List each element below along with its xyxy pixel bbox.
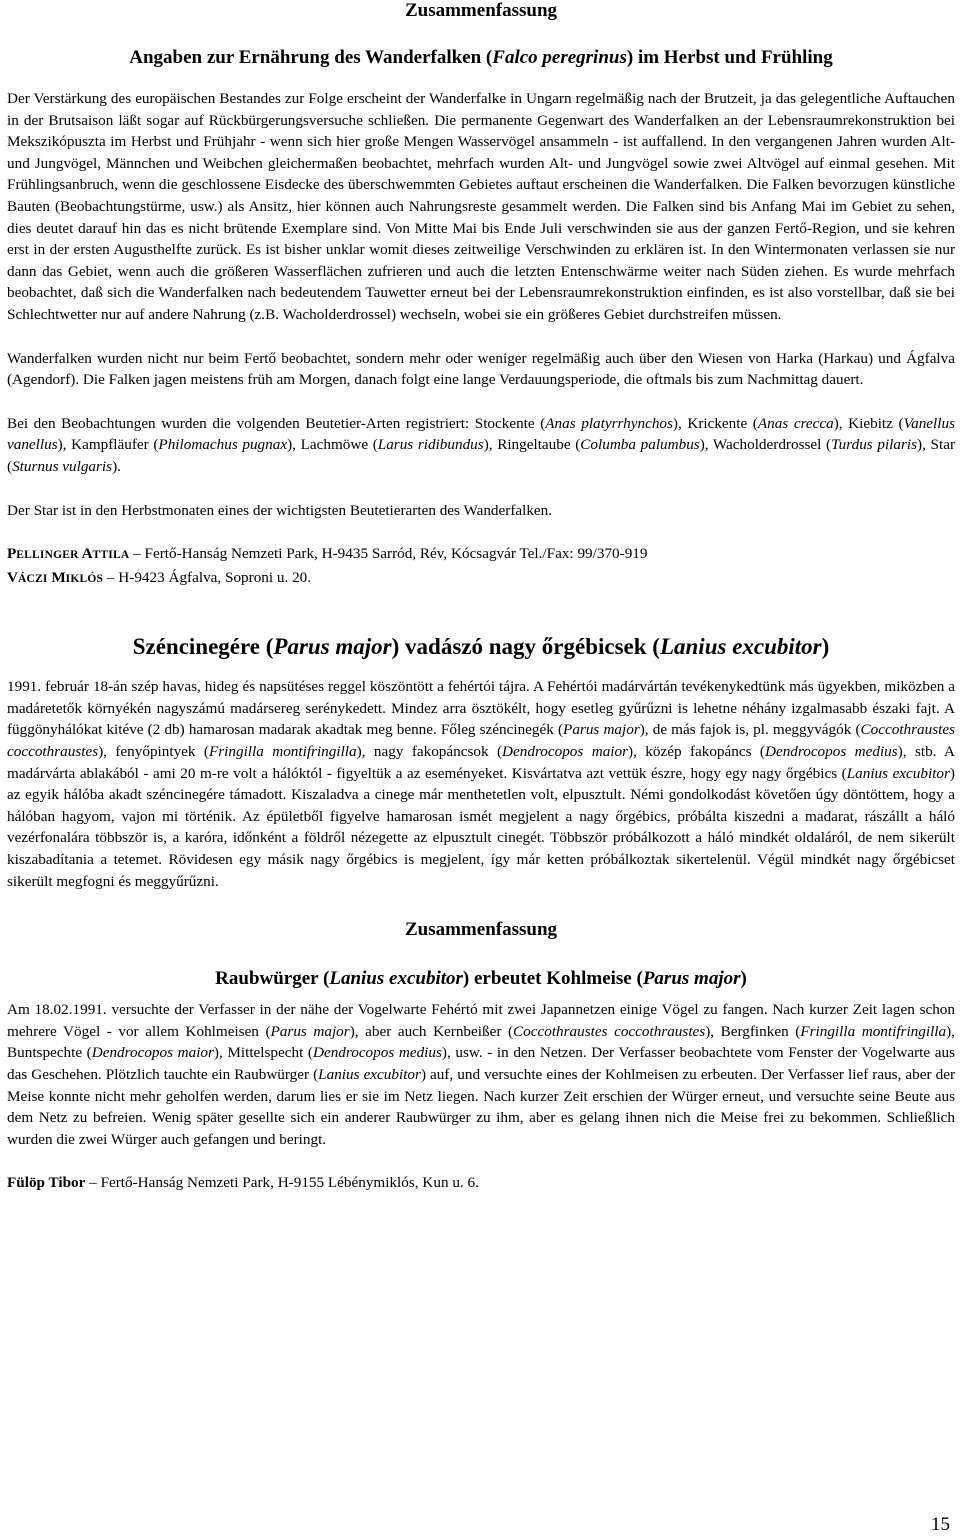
author-byline-2 [7,567,955,591]
text-run: ), Mittelspecht ( [213,1044,313,1062]
species-name: Sturnus vulgaris [12,457,113,475]
author3-name: Fülöp Tibor [7,1174,86,1192]
species-name: Philomachus pugnax [158,436,288,454]
species-name: Parus major [270,1022,350,1040]
article-subtitle-wanderfalke [7,47,955,69]
author1-address: – Fertő-Hanság Nemzeti Park, H-9435 Sarród, Rév, Kócsagvár Tel./Fax: 99/370-919 [129,545,648,563]
author1-given-initial: A [81,545,93,563]
text-run: ), Buntspechte ( [7,1022,955,1062]
article-title-szencinege [7,633,955,661]
paragraph-raubwuerger-1 [7,999,955,1150]
author2-surname-rest: ÁCZI [17,572,48,585]
author-byline-1 [7,543,955,567]
species-name: Turdus pilaris [831,436,918,454]
species-name: Fringilla montifringilla [800,1022,947,1040]
species-name: Lanius excubitor [659,634,822,660]
subtitle-text-italic: Falco peregrinus [492,47,627,68]
section-heading-zusammenfassung-2: Zusammenfassung [404,919,558,941]
text-run: ), de más fajok is, pl. meggyvágók ( [639,721,861,739]
species-name: Anas platyrrhynchos [545,414,673,432]
species-name: Columba palumbus [580,436,700,454]
author-byline-3 [7,1172,955,1194]
text-run: ) az egyik hálóba akadt széncinegére támadott. Kiszaladva a cinege már menthetetlen volt, elpusztult. Némi gondolkodást követően úgy döntöttem, hogy a hálóban hagyom, vajon mi történik. Az épületből figyelve hamarosan ismét megjelent a nagy őrgébics, próbálta kiszedni a madarat, rászállt a háló vezérfonalára többször is, a karóra, időnként a földről nézegette az elpusztult cinegét. Többször próbálkozott a háló mindkét oldaláról, de nem sikerült kiszabadítania a tetemet. Rövidesen egy másik nagy őrgébics is megjelent, így már ketten próbálkoztak sikertelenül. Végül mindkét nagy őrgébicset sikerült megfogni és meggyűrűzni. [7,764,955,890]
author2-given-initial: M [51,568,66,586]
species-name: Anas crecca [757,414,834,432]
text-run: ), usw. - in den Netzen. Der Verfasser beobachtete vom Fenster der Vogelwarte aus das Geschehen. Plötzlich tauchte ein Raubwürger ( [7,1044,955,1083]
author2-address: – H-9423 Ágfalva, Soproni u. 20. [103,568,312,586]
species-name: Parus major [642,968,741,990]
text-run: ) [821,634,830,660]
subtitle-text-b: ) im Herbst und Frühling [626,47,833,68]
author2-given-rest: IKLÓS [65,572,104,585]
author1-initial: P [7,545,17,563]
text-run: ) erbeutet Kohlmeise ( [462,968,643,990]
text-run: ), Krickente ( [672,414,758,432]
species-name: Dendrocopos maior [91,1044,214,1062]
text-run: ), Ringeltaube ( [483,436,581,454]
text-run: Raubwürger ( [215,968,330,990]
species-name: Dendrocopos maior [502,743,629,761]
text-run: ) auf, und versuchte eines der Kohlmeisen zu erbeuten. Der Verfasser lief raus, aber der Meise konnte nicht mehr geholfen werden, darum lies er sie im Netz liegen. Nach kurzer Zeit erschien der Würger erneut, und versuchte seine Beute aus dem Netz zu befreien. Wenig später gesellte sich ein anderer Raubwürger zu ihm, aber es gelang ihnen nich die Meise frei zu bekommen. Schließlich wurden die zwei Würger auch gefangen und beringt. [7,1066,955,1148]
species-name: Vanellus vanellus [7,414,955,454]
author1-surname-rest: ELLINGER [16,549,79,562]
page-number: 15 [931,1514,950,1535]
author2-initial: V [7,568,18,586]
text-run: 1991. február 18-án szép havas, hideg és napsütéses reggel köszöntött a fehértói tájra. A Fehértói madárvártán tevékenykedtünk más ügyekben, miközben a madáretetők környékén nagyszámú madársereg serénykedett. Mindez arra ösztökélt, hogy esetleg gyűrűzni is lehetne néhány izgalmasabb északi fajt. A függönyhálókat kitéve (2 db) hamarosan madarak akadtak meg benne. Főleg széncinegék ( [7,678,955,739]
species-name: Lanius excubitor [846,764,950,782]
author3-address: – Fertő-Hanság Nemzeti Park, H-9155 Lébénymiklós, Kun u. 6. [85,1174,479,1192]
species-name: Fringilla montifringilla [208,743,357,761]
species-name: Dendrocopos medius [764,743,898,761]
text-run: ), közép fakopáncs ( [628,743,765,761]
text-run: ) [740,968,747,990]
text-run: ), Wacholderdrossel ( [699,436,832,454]
section-heading-zusammenfassung-1: Zusammenfassung [404,0,558,21]
species-name: Lanius excubitor [329,968,463,990]
paragraph-wanderfalke-4: Der Star ist in den Herbstmonaten eines der wichtigsten Beutetierarten des Wanderfalken. [7,501,553,519]
species-name: Dendrocopos medius [312,1044,442,1062]
author1-given-rest: TTILA [92,549,130,562]
text-run: ) vadászó nagy őrgébicsek ( [391,634,660,660]
text-run: ), Star ( [7,436,955,475]
text-run: ), stb. A madárvárta ablakából - ami 20 m-re volt a hálóktól - figyeltük a az eseményeket. Kisvártatva azt vettük észre, hogy egy nagy őrgébics ( [7,743,956,782]
species-name: Parus major [273,634,392,660]
subtitle-text-a: Angaben zur Ernährung des Wanderfalken ( [129,47,493,68]
text-run: ), Kiebitz ( [833,414,904,432]
text-run: Bei den Beobachtungen wurden die volgenden Beutetier-Arten registriert: Stockente ( [7,414,546,432]
text-run: ). [112,457,121,475]
paragraph-wanderfalke-3 [7,413,955,478]
species-name: Larus ridibundus [377,436,484,454]
text-run: ), aber auch Kernbeißer ( [349,1022,514,1040]
text-run: ), fenyőpintyek ( [98,743,209,761]
species-name: Coccothraustes coccothraustes [7,721,956,761]
species-name: Coccothraustes coccothraustes [513,1022,706,1040]
text-run: ), Kampfläufer ( [57,436,159,454]
species-name: Parus major [563,721,640,739]
species-name: Lanius excubitor [318,1066,421,1083]
text-run: Széncinegére ( [132,634,274,660]
document-page [7,0,955,1194]
paragraph-wanderfalke-2: Wanderfalken wurden nicht nur beim Fertő beobachtet, sondern mehr oder weniger regelmäßig auch über den Wiesen von Harka (Harkau) und Ágfalva (Agendorf). Die Falken jagen meistens früh am Morgen, danach folgt eine lange Verdauungsperiode, die oftmals bis zum Nachmittag dauert. [7,349,955,389]
article-subtitle-raubwuerger [7,968,955,990]
text-run: ), Bergfinken ( [705,1022,801,1040]
text-run: ), nagy fakopáncsok ( [356,743,503,761]
paragraph-wanderfalke-1: Der Verstärkung des europäischen Bestandes zur Folge erscheint der Wanderfalke in Ungarn regelmäßig nach der Brutzeit, ja das gelegentliche Auftauchen in der Brutsaison läßt sogar auf Rückbürgerungsversuche schließen. Die permanente Gegenwart des Wanderfalken an der Lebensraumrekonstruktion bei Mekszikópuszta im Herbst und Frühjahr - wenn sich hier große Mengen Wasservögel ansammeln - ist auffallend. In den vergangenen Jahren wurden Alt- und Jungvögel, Männchen und Weibchen gleichermaßen beobachtet, mehrfach wurden Alt- und Jungvögel sowie zwei Altvögel auf einmal gesehen. Mit Frühlingsanbruch, wenn die geschlossene Eisdecke des überschwemmten Gebietes auftaut erscheinen die Wanderfalken. Die Falken bevorzugen künstliche Bauten (Beobachtungstürme, usw.) als Ansitz, hier können auch Nahrungsreste gesammelt werden. Die Falken sind bis Anfang Mai im Gebiet zu sehen, dies deutet darauf hin das es nicht brütende Exemplare sind. Von Mitte Mai bis Ende Juli verschwinden sie aus der ganzen Fertő-Region, und sie kehren erst in der ersten Augusthelfte zurück. Es ist bisher unklar womit dieses zeitweilige Verschwinden zu erklären ist. In den Wintermonaten verlassen sie nur dann das Gebiet, wenn auch die größeren Wasserflächen zufrieren und auch die letzten Entenschwärme weiter nach Süden ziehen. Es wurde mehrfach beobachtet, daß sich die Wanderfalken nach bedeutendem Tauwetter erneut bei der Lebensraumrekonstruktion einfinden, es ist also vorstellbar, daß sie bei Schlechtwetter nur auf andere Nahrung (z.B. Wacholderdrossel) wechseln, wobei sie ein größeres Gebiet durchstreifen müssen. [7,90,955,323]
text-run: Am 18.02.1991. versuchte der Verfasser in der nähe der Vogelwarte Fehértó mit zwei Japannetzen einige Vögel zu fangen. Nach kurzer Zeit lagen schon mehrere Vögel - vor allem Kohlmeisen ( [7,1001,955,1040]
text-run: ), Lachmöwe ( [287,436,378,454]
paragraph-szencinege-1 [7,676,955,892]
